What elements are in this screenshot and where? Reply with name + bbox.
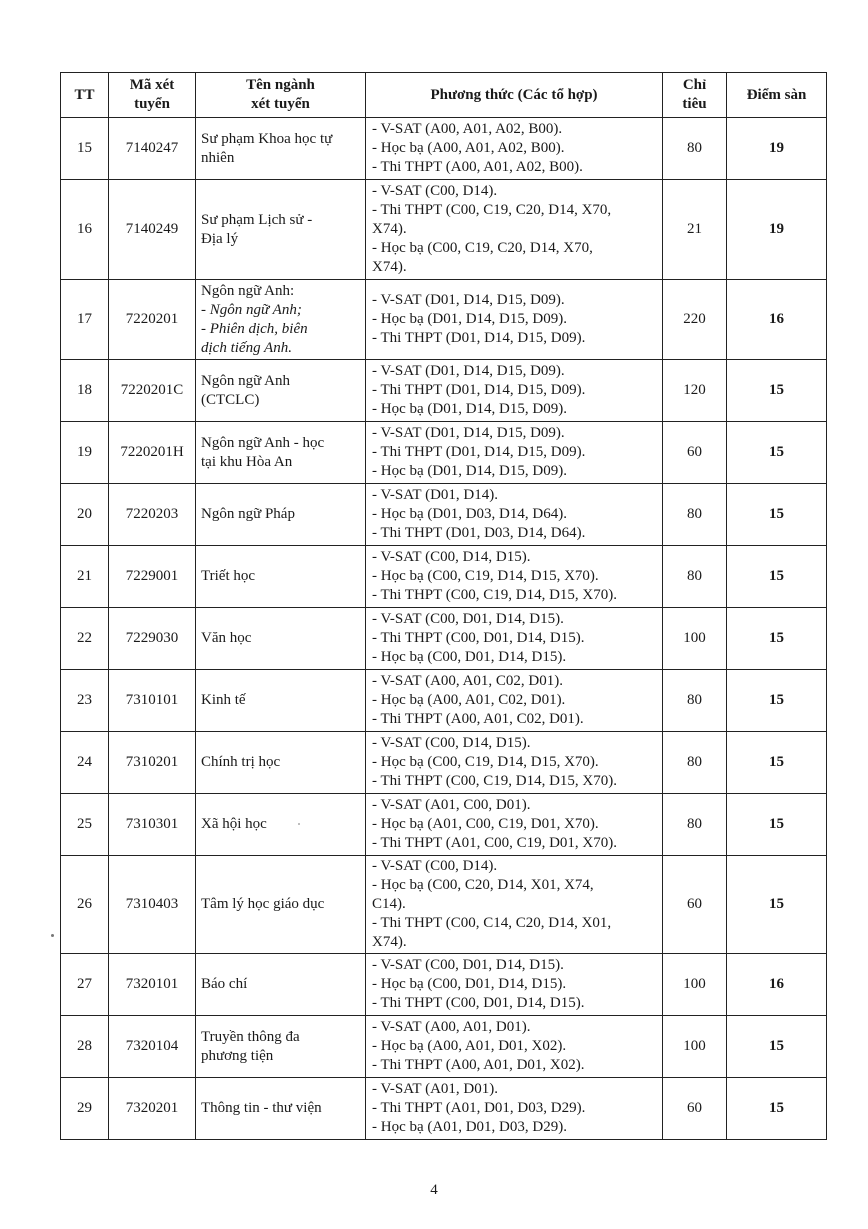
table-row [61,422,827,484]
table-row [61,954,827,1016]
row-tt: 24 [77,754,92,770]
row-tt: 21 [77,568,92,584]
row-methods-cell [366,1016,663,1078]
row-code-cell [109,484,196,546]
method-line: - Học bạ (D01, D14, D15, D09). [372,401,567,417]
row-code-cell [109,422,196,484]
row-quota-cell [663,1078,727,1140]
row-major-cell [196,732,366,794]
row-methods-cell [366,732,663,794]
row-quota: 60 [687,896,702,912]
row-code: 7229030 [125,630,179,646]
row-code-cell [109,360,196,422]
method-line: - Học bạ (A00, A01, A02, B00). [372,140,565,156]
row-major-cell [196,608,366,670]
row-score-cell [727,1078,827,1140]
row-major-cell [196,856,366,954]
method-line: C14). [372,896,406,912]
row-tt-cell [61,1078,109,1140]
major-line: Địa lý [201,230,239,247]
table-row [61,546,827,608]
row-code: 7310301 [125,816,179,832]
method-line: - V-SAT (D01, D14). [372,487,498,503]
method-line: - Học bạ (C00, D01, D14, D15). [372,976,567,992]
row-score: 16 [769,976,784,992]
row-major-cell [196,1016,366,1078]
row-score-cell [727,118,827,180]
major-line: Sư phạm Khoa học tự [201,130,333,147]
row-quota: 100 [683,1038,706,1054]
row-quota-cell [663,484,727,546]
method-line: - V-SAT (D01, D14, D15, D09). [372,363,565,379]
row-quota-cell [663,1016,727,1078]
row-score: 15 [769,568,784,584]
scan-speck [298,823,300,825]
row-quota-cell [663,794,727,856]
row-quota-cell [663,180,727,280]
method-line: - Học bạ (C00, C19, C20, D14, X70, [372,240,593,256]
row-code: 7220201C [120,382,184,398]
row-score: 15 [769,1038,784,1054]
major-line: Ngôn ngữ Anh: [201,282,295,299]
row-quota-cell [663,954,727,1016]
row-quota-cell [663,608,727,670]
major-line: Văn học [201,630,252,646]
table-row [61,732,827,794]
major-line: phương tiện [201,1047,274,1064]
row-quota-cell [663,422,727,484]
header-method: Phương thức (Các tổ hợp) [366,73,663,118]
method-line: - V-SAT (D01, D14, D15, D09). [372,425,565,441]
row-methods-cell [366,856,663,954]
method-line: - Thi THPT (A00, A01, C02, D01). [372,711,584,727]
table-row [61,118,827,180]
row-score-cell [727,732,827,794]
major-line: Triết học [201,568,256,584]
row-code: 7310101 [125,692,179,708]
row-quota-cell [663,732,727,794]
table-row [61,1078,827,1140]
row-tt-cell [61,484,109,546]
row-methods-cell [366,118,663,180]
row-quota: 80 [687,568,702,584]
major-line: Thông tin - thư viện [201,1100,322,1116]
row-code-cell [109,1078,196,1140]
row-score: 15 [769,754,784,770]
row-score: 16 [769,311,784,327]
row-score: 15 [769,630,784,646]
method-line: - V-SAT (C00, D14). [372,183,498,199]
method-line: - Thi THPT (A00, A01, A02, B00). [372,159,583,175]
row-quota-cell [663,118,727,180]
major-line: Ngôn ngữ Pháp [201,506,295,522]
row-tt-cell [61,422,109,484]
major-line: Kinh tế [201,692,246,708]
row-code-cell [109,546,196,608]
method-line: - Học bạ (C00, C19, D14, D15, X70). [372,568,599,584]
method-line: - Thi THPT (D01, D14, D15, D09). [372,382,586,398]
method-line: X74). [372,259,407,275]
major-line: Ngôn ngữ Anh - học [201,434,325,451]
header-quota: Chỉ tiêu [663,73,727,118]
row-code-cell [109,280,196,360]
table-row [61,608,827,670]
row-code-cell [109,670,196,732]
method-line: - V-SAT (C00, D01, D14, D15). [372,957,564,973]
row-quota-cell [663,280,727,360]
major-line: nhiên [201,149,235,166]
row-score-cell [727,360,827,422]
method-line: - Thi THPT (C00, D01, D14, D15). [372,630,585,646]
row-methods-cell [366,1078,663,1140]
row-tt: 25 [77,816,92,832]
row-tt: 29 [77,1100,92,1116]
row-major-cell [196,360,366,422]
method-line: - Thi THPT (D01, D14, D15, D09). [372,444,586,460]
method-line: - Thi THPT (C00, C19, C20, D14, X70, [372,202,612,218]
row-major-cell [196,180,366,280]
method-line: X74). [372,934,407,950]
row-tt-cell [61,794,109,856]
major-line: Ngôn ngữ Anh [201,372,290,389]
row-tt: 19 [77,444,92,460]
table-row [61,1016,827,1078]
method-line: - Thi THPT (C00, D01, D14, D15). [372,995,585,1011]
row-code: 7220203 [125,506,179,522]
major-line: Báo chí [201,976,248,992]
row-quota: 80 [687,140,702,156]
header-code: Mã xét tuyển [109,73,196,118]
row-tt-cell [61,856,109,954]
row-quota: 100 [683,976,706,992]
row-score-cell [727,794,827,856]
major-line: Tâm lý học giáo dục [201,896,325,912]
row-code: 7140249 [125,221,179,237]
row-tt-cell [61,360,109,422]
method-line: - V-SAT (D01, D14, D15, D09). [372,292,565,308]
row-score-cell [727,546,827,608]
row-score: 15 [769,816,784,832]
header-score: Điểm sàn [727,73,827,118]
row-code: 7229001 [125,568,179,584]
row-methods-cell [366,360,663,422]
method-line: - Học bạ (D01, D14, D15, D09). [372,463,567,479]
row-methods-cell [366,954,663,1016]
major-line: Truyền thông đa [201,1028,300,1045]
row-tt-cell [61,280,109,360]
row-quota-cell [663,360,727,422]
major-line: Sư phạm Lịch sử - [201,211,313,228]
method-line: - V-SAT (A00, A01, C02, D01). [372,673,563,689]
major-line: Xã hội học [201,816,267,832]
row-score-cell [727,180,827,280]
method-line: - Học bạ (A01, C00, C19, D01, X70). [372,816,599,832]
row-quota: 60 [687,1100,702,1116]
row-quota: 80 [687,754,702,770]
method-line: - Thi THPT (A01, D01, D03, D29). [372,1100,586,1116]
row-tt-cell [61,1016,109,1078]
table-row [61,280,827,360]
row-tt: 26 [77,896,92,912]
row-code: 7320104 [125,1038,179,1054]
method-line: - Học bạ (C00, C19, D14, D15, X70). [372,754,599,770]
major-line: dịch tiếng Anh. [201,339,292,356]
row-tt-cell [61,954,109,1016]
row-code: 7310201 [125,754,179,770]
major-line: - Phiên dịch, biên [201,320,308,337]
row-tt-cell [61,180,109,280]
row-code: 7310403 [125,896,179,912]
method-line: - Học bạ (D01, D03, D14, D64). [372,506,567,522]
method-line: - V-SAT (A01, D01). [372,1081,498,1097]
row-tt-cell [61,608,109,670]
row-quota: 80 [687,816,702,832]
row-score-cell [727,856,827,954]
row-tt: 28 [77,1038,92,1054]
row-score: 15 [769,1100,784,1116]
table-row [61,180,827,280]
table-row [61,856,827,954]
row-code: 7220201 [125,311,179,327]
row-major-cell [196,280,366,360]
row-tt: 16 [77,221,92,237]
row-score-cell [727,280,827,360]
row-score-cell [727,1016,827,1078]
row-tt: 27 [77,976,92,992]
row-tt: 17 [77,311,92,327]
method-line: - V-SAT (C00, D01, D14, D15). [372,611,564,627]
row-code: 7320101 [125,976,179,992]
row-quota: 80 [687,692,702,708]
row-tt: 15 [77,140,92,156]
header-tt: TT [61,73,109,118]
row-methods-cell [366,608,663,670]
row-major-cell [196,670,366,732]
method-line: - Học bạ (A00, A01, D01, X02). [372,1038,567,1054]
row-quota: 21 [687,221,702,237]
row-tt-cell [61,546,109,608]
method-line: - Thi THPT (D01, D03, D14, D64). [372,525,586,541]
row-methods-cell [366,422,663,484]
method-line: - Học bạ (C00, D01, D14, D15). [372,649,567,665]
row-score: 19 [769,140,784,156]
row-score: 15 [769,444,784,460]
table-row [61,360,827,422]
table-row [61,794,827,856]
method-line: - Thi THPT (A00, A01, D01, X02). [372,1057,585,1073]
row-tt-cell [61,118,109,180]
row-code-cell [109,856,196,954]
row-tt: 20 [77,506,92,522]
row-score-cell [727,608,827,670]
method-line: - V-SAT (C00, D14, D15). [372,735,531,751]
row-major-cell [196,954,366,1016]
method-line: - Thi THPT (C00, C19, D14, D15, X70). [372,773,618,789]
major-line: (CTCLC) [201,391,260,408]
row-methods-cell [366,546,663,608]
method-line: - Học bạ (C00, C20, D14, X01, X74, [372,877,594,893]
row-major-cell [196,1078,366,1140]
row-quota: 220 [683,311,706,327]
row-score-cell [727,484,827,546]
method-line: - V-SAT (A00, A01, A02, B00). [372,121,563,137]
method-line: - V-SAT (A00, A01, D01). [372,1019,531,1035]
method-line: - Thi THPT (C00, C14, C20, D14, X01, [372,915,612,931]
row-major-cell [196,794,366,856]
row-tt: 18 [77,382,92,398]
method-line: - Thi THPT (A01, C00, C19, D01, X70). [372,835,618,851]
method-line: X74). [372,221,407,237]
row-score-cell [727,670,827,732]
method-line: - Học bạ (D01, D14, D15, D09). [372,311,567,327]
row-quota: 100 [683,630,706,646]
table-header-row [61,73,827,118]
row-code-cell [109,732,196,794]
table-row [61,484,827,546]
row-tt: 23 [77,692,92,708]
row-methods-cell [366,794,663,856]
row-quota: 120 [683,382,706,398]
page-number: 4 [430,1182,438,1198]
method-line: - V-SAT (C00, D14, D15). [372,549,531,565]
row-code-cell [109,1016,196,1078]
table-row [61,670,827,732]
row-quota: 60 [687,444,702,460]
row-code-cell [109,608,196,670]
row-quota-cell [663,546,727,608]
row-score: 15 [769,506,784,522]
major-line: Chính trị học [201,754,281,770]
row-major-cell [196,422,366,484]
row-score-cell [727,422,827,484]
row-tt-cell [61,670,109,732]
row-code: 7320201 [125,1100,179,1116]
row-tt: 22 [77,630,92,646]
row-score: 15 [769,692,784,708]
row-methods-cell [366,670,663,732]
row-code-cell [109,954,196,1016]
row-major-cell [196,546,366,608]
row-major-cell [196,484,366,546]
row-quota-cell [663,856,727,954]
row-code-cell [109,794,196,856]
method-line: - Thi THPT (C00, C19, D14, D15, X70). [372,587,618,603]
row-score-cell [727,954,827,1016]
row-score: 15 [769,382,784,398]
row-methods-cell [366,180,663,280]
method-line: - Học bạ (A00, A01, C02, D01). [372,692,566,708]
row-quota-cell [663,670,727,732]
method-line: - Thi THPT (D01, D14, D15, D09). [372,330,586,346]
row-code-cell [109,180,196,280]
row-methods-cell [366,484,663,546]
row-quota: 80 [687,506,702,522]
row-score: 19 [769,221,784,237]
major-line: - Ngôn ngữ Anh; [201,301,302,318]
method-line: - V-SAT (A01, C00, D01). [372,797,531,813]
method-line: - Học bạ (A01, D01, D03, D29). [372,1119,567,1135]
header-major: Tên ngành xét tuyển [196,73,366,118]
row-score: 15 [769,896,784,912]
major-line: tại khu Hòa An [201,453,293,470]
row-methods-cell [366,280,663,360]
row-code-cell [109,118,196,180]
admission-table [60,72,827,1140]
row-major-cell [196,118,366,180]
method-line: - V-SAT (C00, D14). [372,858,498,874]
row-code: 7220201H [120,444,184,460]
row-code: 7140247 [125,140,179,156]
row-tt-cell [61,732,109,794]
scan-speck [51,934,54,937]
